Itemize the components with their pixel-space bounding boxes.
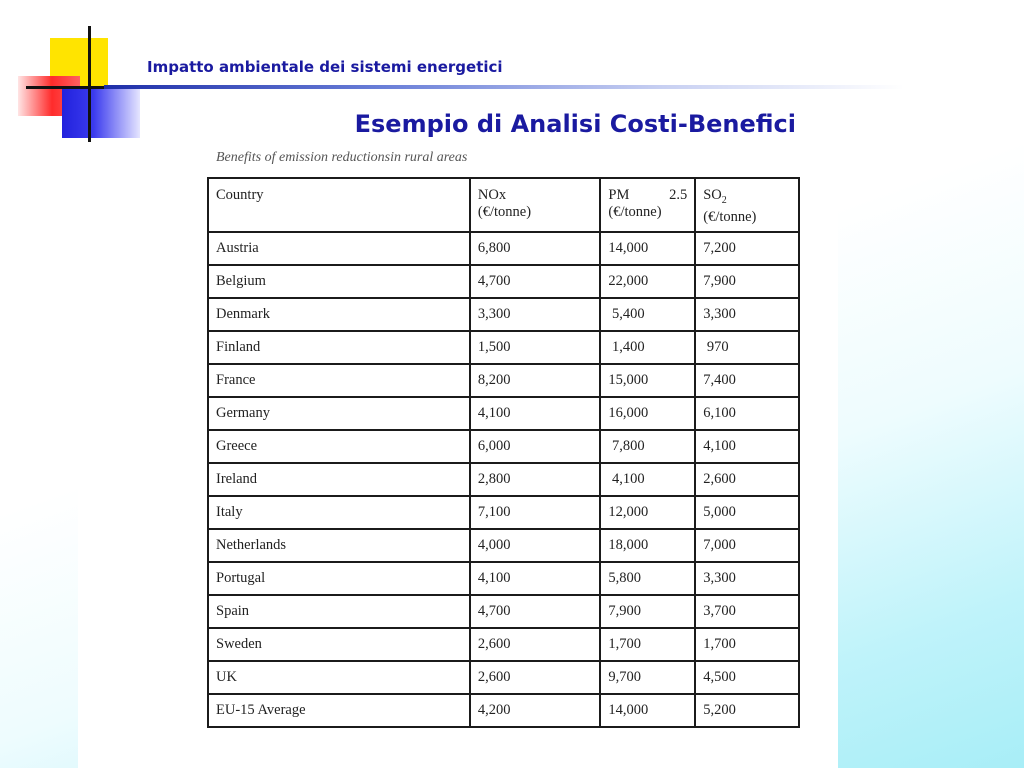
column-header-pm (600, 178, 695, 232)
country-cell: Finland (208, 331, 470, 364)
so2-cell: 5,000 (695, 496, 799, 529)
country-cell: Austria (208, 232, 470, 265)
table-row (208, 331, 799, 364)
nox-cell: 2,800 (470, 463, 601, 496)
nox-cell: 4,700 (470, 595, 601, 628)
country-cell: Belgium (208, 265, 470, 298)
so2-cell: 970 (695, 331, 799, 364)
nox-cell: 4,200 (470, 694, 601, 727)
table-row (208, 694, 799, 727)
so2-cell: 3,300 (695, 562, 799, 595)
column-header-country (208, 178, 470, 232)
table-row (208, 232, 799, 265)
country-cell: EU-15 Average (208, 694, 470, 727)
country-cell: Germany (208, 397, 470, 430)
so2-cell: 6,100 (695, 397, 799, 430)
table-row (208, 628, 799, 661)
so2-cell: 7,900 (695, 265, 799, 298)
pm25-cell: 5,800 (600, 562, 695, 595)
nox-cell: 4,100 (470, 397, 601, 430)
so2-cell: 3,700 (695, 595, 799, 628)
country-cell: Denmark (208, 298, 470, 331)
nox-header-label: NOx (477, 187, 507, 203)
table-row (208, 298, 799, 331)
country-header-label: Country (216, 187, 264, 203)
nox-header-unit: (€/tonne) (477, 204, 532, 220)
pm25-cell: 14,000 (600, 232, 695, 265)
table-row (208, 529, 799, 562)
pm25-cell: 5,400 (600, 298, 695, 331)
pm25-cell: 16,000 (600, 397, 695, 430)
pm25-cell: 7,900 (600, 595, 695, 628)
so2-cell: 7,400 (695, 364, 799, 397)
pm-header-size: 2.5 (669, 187, 688, 203)
so2-cell: 1,700 (695, 628, 799, 661)
country-cell: Ireland (208, 463, 470, 496)
nox-cell: 7,100 (470, 496, 601, 529)
table-row (208, 397, 799, 430)
nox-cell: 1,500 (470, 331, 601, 364)
nox-cell: 4,100 (470, 562, 601, 595)
pm25-cell: 4,100 (600, 463, 695, 496)
country-cell: Netherlands (208, 529, 470, 562)
so2-cell: 7,000 (695, 529, 799, 562)
so2-cell: 4,100 (695, 430, 799, 463)
nox-cell: 4,000 (470, 529, 601, 562)
so2-cell: 3,300 (695, 298, 799, 331)
table-row (208, 496, 799, 529)
pm25-cell: 1,700 (600, 628, 695, 661)
so2-header-subscript: 2 (721, 194, 727, 206)
table-header-row (208, 178, 799, 232)
table-row (208, 430, 799, 463)
country-cell: France (208, 364, 470, 397)
emission-benefits-table (207, 177, 800, 728)
table-body (208, 232, 799, 727)
nox-cell: 2,600 (470, 661, 601, 694)
nox-cell: 6,800 (470, 232, 601, 265)
table-row (208, 595, 799, 628)
so2-cell: 5,200 (695, 694, 799, 727)
slide-title: Esempio di Analisi Costi-Benefici (354, 110, 796, 138)
so2-header-label: SO (703, 187, 722, 203)
country-cell: Sweden (208, 628, 470, 661)
country-cell: Portugal (208, 562, 470, 595)
pm25-cell: 9,700 (600, 661, 695, 694)
table-row (208, 265, 799, 298)
country-cell: Greece (208, 430, 470, 463)
pm25-cell: 18,000 (600, 529, 695, 562)
pm25-cell: 14,000 (600, 694, 695, 727)
pm25-cell: 22,000 (600, 265, 695, 298)
nox-cell: 4,700 (470, 265, 601, 298)
pm-header-label: PM (608, 187, 630, 203)
table-row (208, 661, 799, 694)
table-row (208, 463, 799, 496)
country-cell: Spain (208, 595, 470, 628)
country-cell: UK (208, 661, 470, 694)
nox-cell: 8,200 (470, 364, 601, 397)
column-header-nox (470, 178, 601, 232)
header-rule (104, 85, 904, 89)
pm25-cell: 12,000 (600, 496, 695, 529)
pm25-cell: 1,400 (600, 331, 695, 364)
column-header-so2 (695, 178, 799, 232)
table-row (208, 562, 799, 595)
so2-cell: 2,600 (695, 463, 799, 496)
pm-header-unit: (€/tonne) (608, 204, 662, 220)
table-caption: Benefits of emission reductionsin rural areas (216, 150, 468, 165)
header-title: Impatto ambientale dei sistemi energetici (147, 58, 503, 76)
country-cell: Italy (208, 496, 470, 529)
pm25-cell: 7,800 (600, 430, 695, 463)
nox-cell: 3,300 (470, 298, 601, 331)
so2-cell: 7,200 (695, 232, 799, 265)
so2-cell: 4,500 (695, 661, 799, 694)
pm25-cell: 15,000 (600, 364, 695, 397)
so2-header-unit: (€/tonne) (703, 208, 757, 225)
nox-cell: 6,000 (470, 430, 601, 463)
nox-cell: 2,600 (470, 628, 601, 661)
table-row (208, 364, 799, 397)
